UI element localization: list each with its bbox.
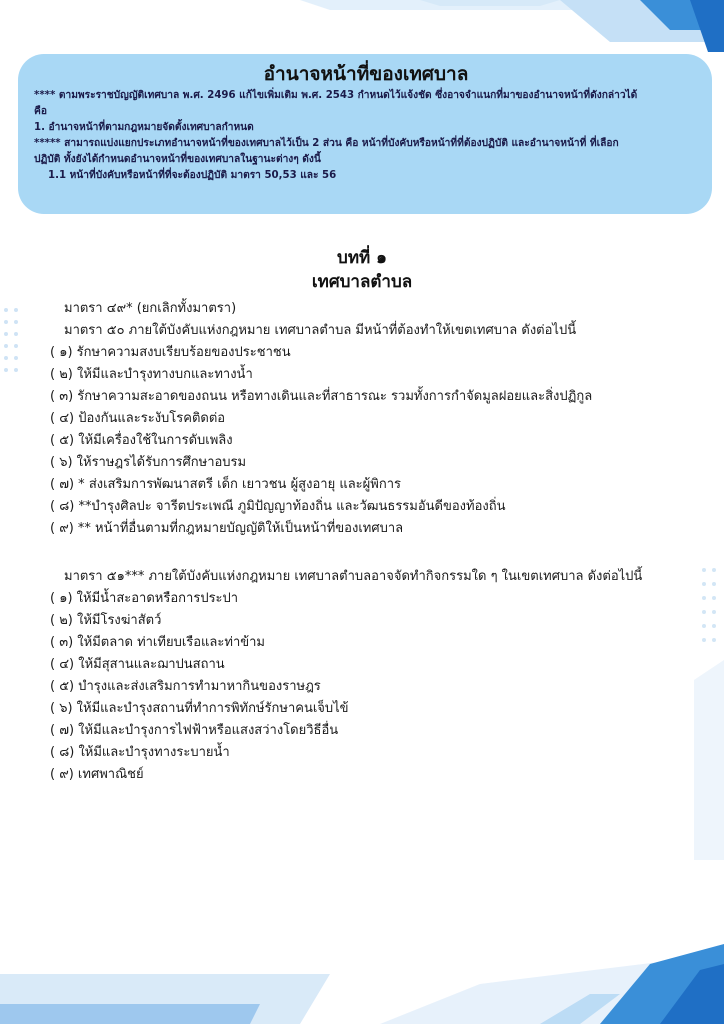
list-item: ( ๒) ให้มีโรงฆ่าสัตว์ bbox=[50, 613, 162, 628]
chapter-number: บทที่ ๑ bbox=[337, 248, 387, 268]
list-item: ( ๑) รักษาความสงบเรียบร้อยของประชาชน bbox=[50, 345, 291, 360]
list-item: ( ๘) **บำรุงศิลปะ จารีตประเพณี ภูมิปัญญาท้องถิ่น และวัฒนธรรมอันดีของท้องถิ่น bbox=[50, 499, 506, 514]
list-item: ( ๔) ให้มีสุสานและฌาปนสถาน bbox=[50, 657, 225, 672]
info-line: ปฏิบัติ ทั้งยังได้กำหนดอำนาจหน้าที่ของเทศบาลในฐานะต่างๆ ดังนี้ bbox=[34, 154, 321, 165]
list-item: ( ๑) ให้มีน้ำสะอาดหรือการประปา bbox=[50, 591, 239, 606]
bottom-decoration bbox=[0, 934, 724, 1024]
info-line: คือ bbox=[34, 106, 47, 117]
info-line: ***** สามารถแบ่งแยกประเภทอำนาจหน้าที่ของเทศบาลไว้เป็น 2 ส่วน คือ หน้าที่บังคับหรือหน้าที่ที่ต้องปฏิบัติ และอำนาจหน้าที่ ที่เลือก bbox=[34, 138, 619, 149]
section-49: มาตรา ๔๙* (ยกเลิกทั้งมาตรา) bbox=[64, 301, 237, 316]
section-50-block bbox=[50, 298, 710, 540]
info-line: 1.1 หน้าที่บังคับหรือหน้าที่ที่จะต้องปฏิบัติ มาตรา 50,53 และ 56 bbox=[48, 170, 337, 181]
info-line: 1. อำนาจหน้าที่ตามกฎหมายจัดตั้งเทศบาลกำหนด bbox=[34, 122, 254, 133]
list-item: ( ๕) ให้มีเครื่องใช้ในการดับเพลิง bbox=[50, 433, 233, 448]
info-box bbox=[18, 54, 712, 214]
info-box-title: อำนาจหน้าที่ของเทศบาล bbox=[263, 63, 469, 85]
list-item: ( ๙) ** หน้าที่อื่นตามที่กฎหมายบัญญัติให้เป็นหน้าที่ของเทศบาล bbox=[50, 521, 404, 536]
list-item: ( ๘) ให้มีและบำรุงทางระบายน้ำ bbox=[50, 745, 230, 760]
section-50-heading: มาตรา ๕๐ ภายใต้บังคับแห่งกฎหมาย เทศบาลตำบล มีหน้าที่ต้องทำให้เขตเทศบาล ดังต่อไปนี้ bbox=[64, 323, 577, 338]
left-dots-pattern bbox=[0, 300, 40, 440]
section-51-heading: มาตรา ๕๑*** ภายใต้บังคับแห่งกฎหมาย เทศบาลตำบลอาจจัดทำกิจกรรมใด ๆ ในเขตเทศบาล ดังต่อไปนี้ bbox=[64, 569, 643, 584]
list-item: ( ๖) ให้มีและบำรุงสถานที่ทำการพิทักษ์รักษาคนเจ็บไข้ bbox=[50, 701, 349, 716]
list-item: ( ๒) ให้มีและบำรุงทางบกและทางน้ำ bbox=[50, 367, 253, 382]
list-item: ( ๗) * ส่งเสริมการพัฒนาสตรี เด็ก เยาวชน ผู้สูงอายุ และผู้พิการ bbox=[50, 477, 401, 492]
chapter-name: เทศบาลตำบล bbox=[311, 272, 413, 292]
list-item: ( ๓) รักษาความสะอาดของถนน หรือทางเดินและที่สาธารณะ รวมทั้งการกำจัดมูลฝอยและสิ่งปฏิกูล bbox=[50, 389, 593, 404]
list-item: ( ๔) ป้องกันและระงับโรคติดต่อ bbox=[50, 411, 226, 426]
top-decoration bbox=[0, 0, 724, 60]
section-51-block bbox=[50, 566, 710, 786]
list-item: ( ๙) เทศพาณิชย์ bbox=[50, 767, 144, 782]
info-line: **** ตามพระราชบัญญัติเทศบาล พ.ศ. 2496 แก้ไขเพิ่มเติม พ.ศ. 2543 กำหนดไว้แจ้งชัด ซึ่งอาจจำแนกที่มาของอำนาจหน้าที่ดังกล่าวได้ bbox=[34, 90, 638, 101]
list-item: ( ๓) ให้มีตลาด ท่าเทียบเรือและท่าข้าม bbox=[50, 635, 266, 650]
list-item: ( ๗) ให้มีและบำรุงการไฟฟ้าหรือแสงสว่างโดยวิธีอื่น bbox=[50, 723, 339, 738]
list-item: ( ๕) บำรุงและส่งเสริมการทำมาหากินของราษฎร bbox=[50, 679, 321, 694]
list-item: ( ๖) ให้ราษฎรได้รับการศึกษาอบรม bbox=[50, 455, 247, 470]
